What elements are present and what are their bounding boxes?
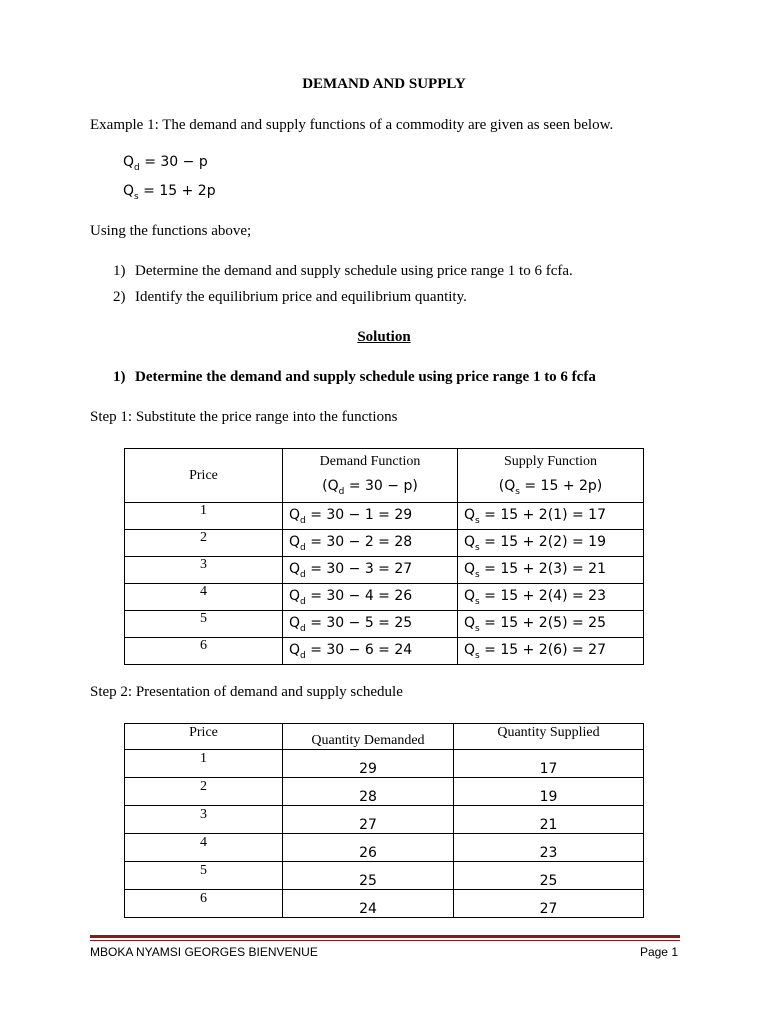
supply-cell: $Q_s = 15 + 2(4) = 23$ [458,584,644,611]
using-text: Using the functions above; [90,223,252,239]
task-item-2: 2) Identify the equilibrium price and equilibrium quantity. [113,289,467,305]
table-row [125,638,644,665]
header-demand-function: Demand Function $(Q_d = 30 - p)$ [283,449,458,503]
footer-rule [90,935,680,938]
quantity-demanded-cell: 26 [283,834,454,862]
schedule-table-header [125,724,644,750]
price-cell: 4 [125,584,283,611]
price-cell: 2 [125,530,283,557]
header-quantity-supplied: Quantity Supplied [454,724,644,750]
price-cell: 5 [125,611,283,638]
supply-cell: $Q_s = 15 + 2(2) = 19$ [458,530,644,557]
table-row [125,834,644,862]
quantity-supplied-cell: 23 [454,834,644,862]
schedule-table [124,723,644,918]
header-supply-function: Supply Function $(Q_s = 15 + 2p)$ [458,449,644,503]
supply-cell: $Q_s = 15 + 2(3) = 21$ [458,557,644,584]
quantity-supplied-cell: 25 [454,862,644,890]
document-title: DEMAND AND SUPPLY [302,76,466,92]
demand-equation: $Q_d = 30 - p$ [123,154,208,173]
price-cell: 6 [125,890,283,918]
demand-cell: $Q_d = 30 - 5 = 25$ [283,611,458,638]
quantity-demanded-cell: 24 [283,890,454,918]
quantity-demanded-cell: 27 [283,806,454,834]
table-row [125,557,644,584]
supply-equation: $Q_s = 15 + 2p$ [123,183,216,202]
step1-text: Step 1: Substitute the price range into the functions [90,409,398,425]
header-price: Price [125,724,283,750]
functions-table-header [125,449,644,503]
demand-cell: $Q_d = 30 - 6 = 24$ [283,638,458,665]
header-price: Price [125,449,283,503]
quantity-supplied-cell: 27 [454,890,644,918]
example-intro: Example 1: The demand and supply functions of a commodity are given as seen below. [90,117,614,133]
quantity-demanded-cell: 25 [283,862,454,890]
supply-cell: $Q_s = 15 + 2(6) = 27$ [458,638,644,665]
supply-cell: $Q_s = 15 + 2(1) = 17$ [458,503,644,530]
table-row [125,530,644,557]
price-cell: 5 [125,862,283,890]
table-row [125,584,644,611]
functions-table [124,448,644,665]
footer-author: MBOKA NYAMSI GEORGES BIENVENUE [90,945,318,959]
header-quantity-demanded: Quantity Demanded [283,724,454,750]
quantity-supplied-cell: 19 [454,778,644,806]
price-cell: 3 [125,557,283,584]
supply-cell: $Q_s = 15 + 2(5) = 25$ [458,611,644,638]
quantity-demanded-cell: 28 [283,778,454,806]
task-item-1: 1) Determine the demand and supply schedule using price range 1 to 6 fcfa. [113,263,573,279]
footer-page-number: Page 1 [639,945,678,959]
table-row [125,778,644,806]
solution-step-heading: 1) Determine the demand and supply schedule using price range 1 to 6 fcfa [113,369,596,385]
footer-rule-thin [90,940,680,941]
price-cell: 4 [125,834,283,862]
price-cell: 2 [125,778,283,806]
table-row [125,806,644,834]
solution-heading: Solution [357,329,411,345]
demand-cell: $Q_d = 30 - 2 = 28$ [283,530,458,557]
quantity-supplied-cell: 17 [454,750,644,778]
table-row [125,503,644,530]
price-cell: 1 [125,750,283,778]
demand-cell: $Q_d = 30 - 3 = 27$ [283,557,458,584]
table-row [125,750,644,778]
price-cell: 6 [125,638,283,665]
demand-cell: $Q_d = 30 - 1 = 29$ [283,503,458,530]
quantity-demanded-cell: 29 [283,750,454,778]
demand-cell: $Q_d = 30 - 4 = 26$ [283,584,458,611]
table-row [125,890,644,918]
step2-text: Step 2: Presentation of demand and supply schedule [90,684,403,700]
table-row [125,611,644,638]
quantity-supplied-cell: 21 [454,806,644,834]
table-row [125,862,644,890]
price-cell: 3 [125,806,283,834]
price-cell: 1 [125,503,283,530]
